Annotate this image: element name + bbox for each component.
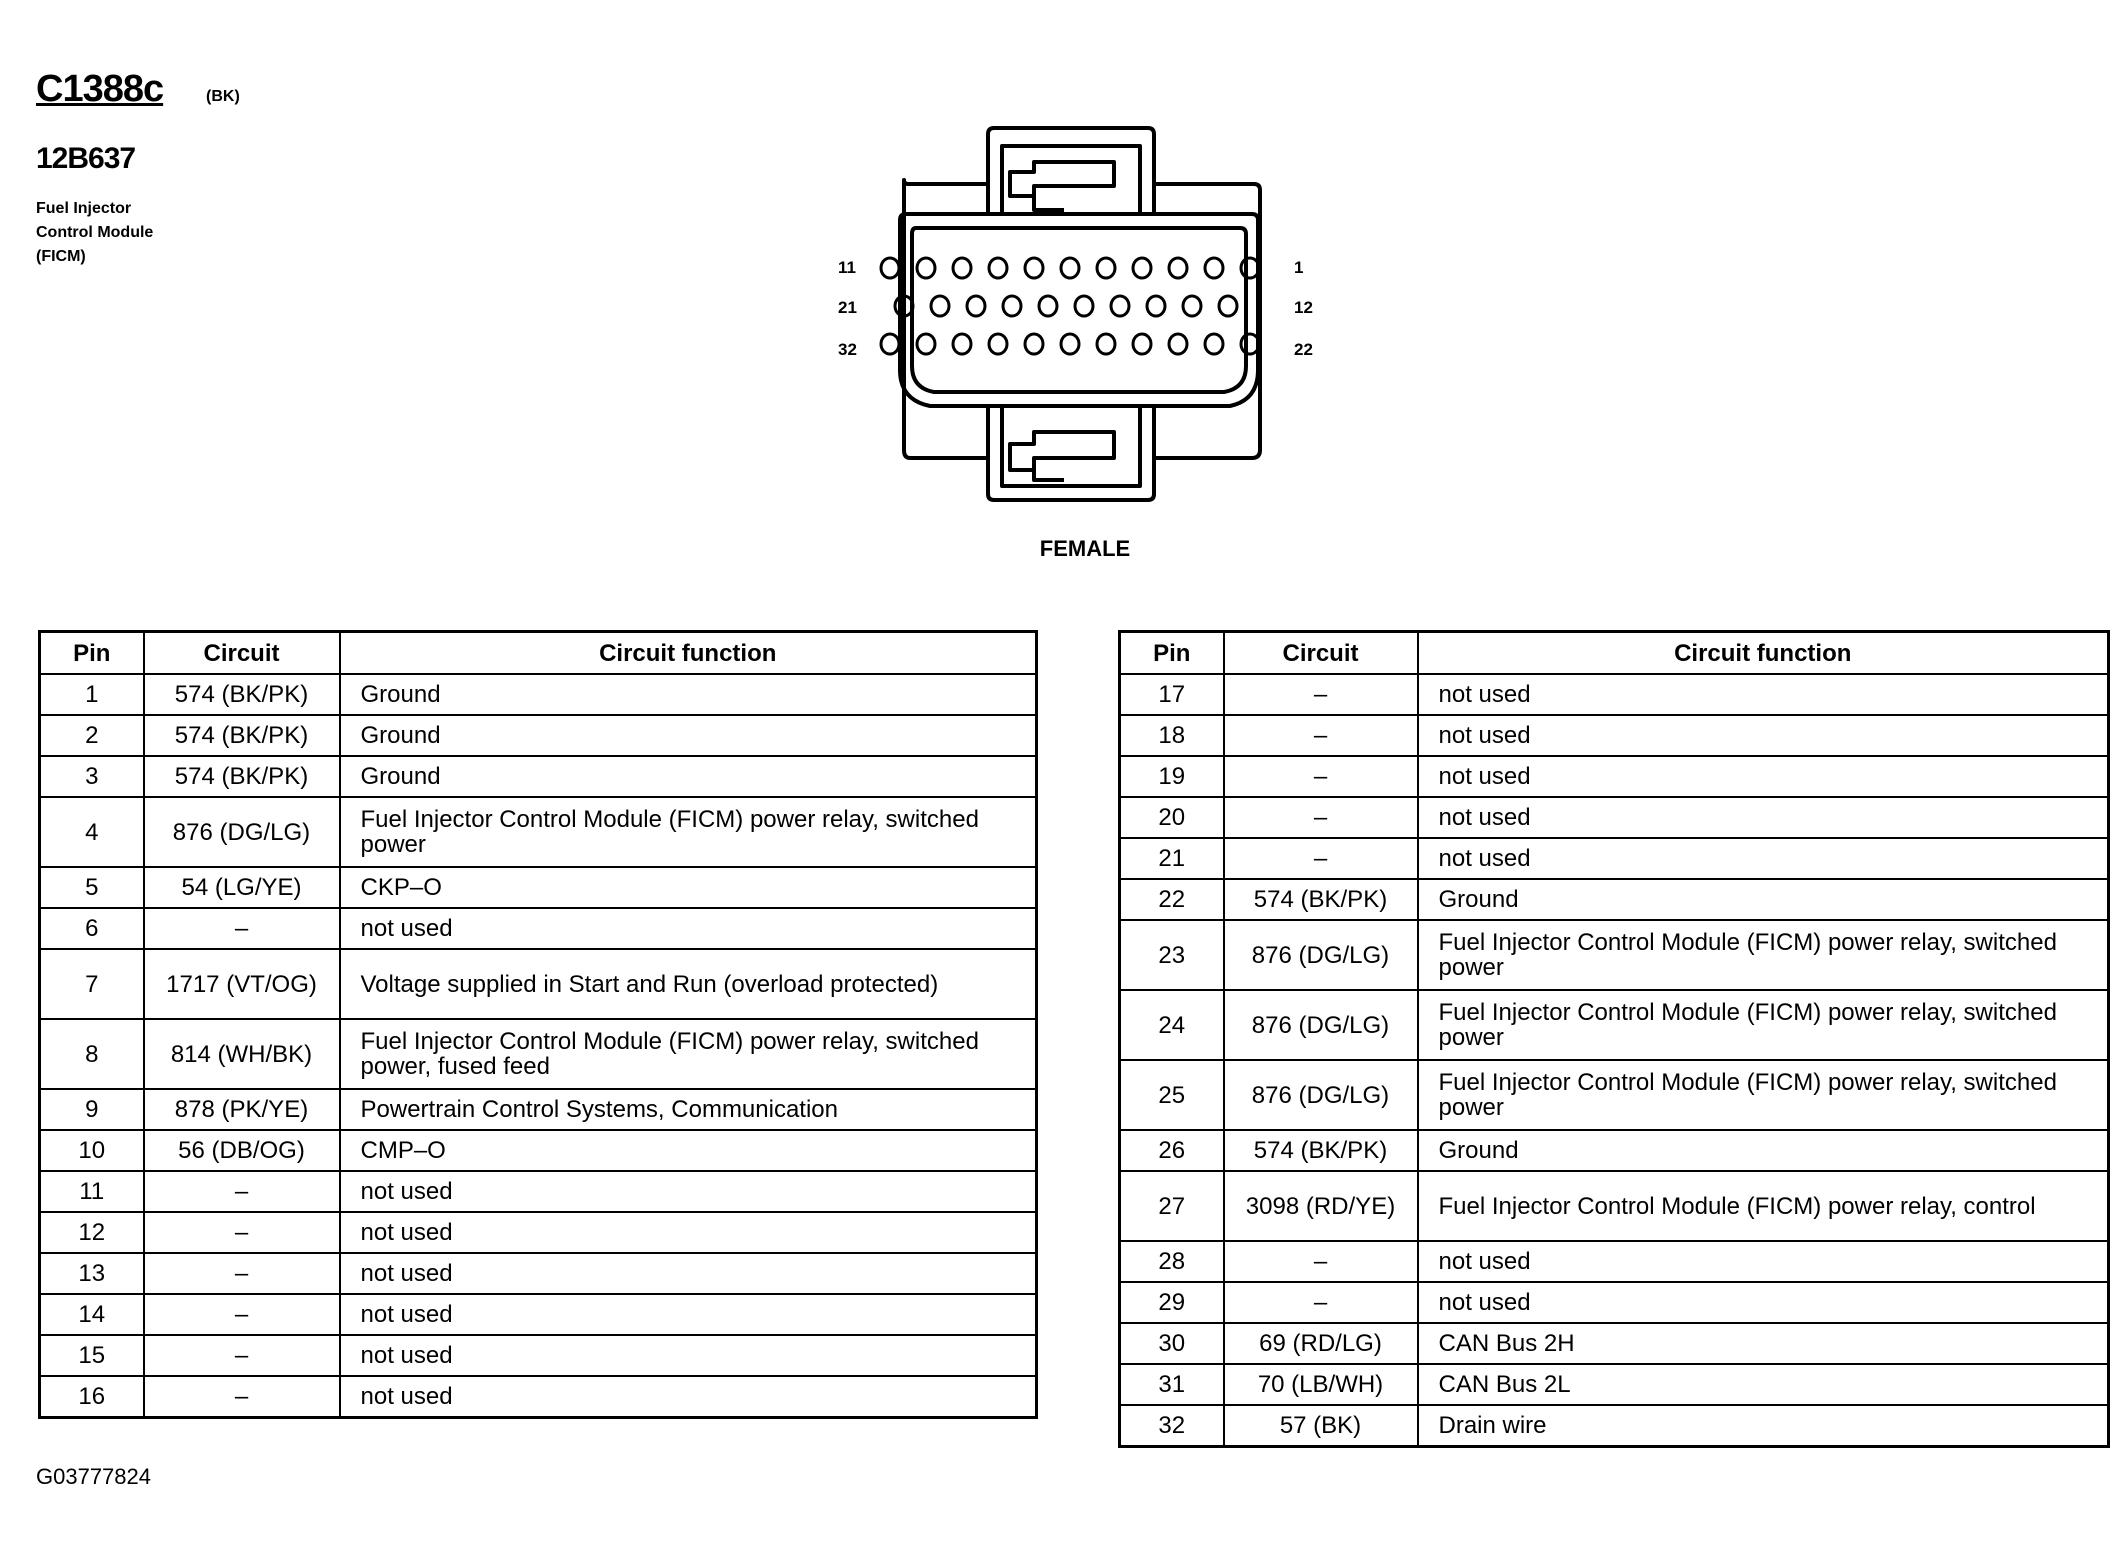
- connector-top-latch-lock: [1010, 162, 1114, 196]
- circuit-cell: –: [1224, 756, 1418, 797]
- pin-hole: [953, 334, 971, 354]
- table-row: [40, 1019, 1037, 1089]
- table-row: [1120, 674, 2109, 715]
- pin-cell: 24: [1120, 990, 1224, 1060]
- pin-table-right: [1118, 630, 2110, 1448]
- pin-hole: [1097, 334, 1115, 354]
- circuit-cell: –: [1224, 797, 1418, 838]
- pin-hole: [1061, 258, 1079, 278]
- pin-hole: [1097, 258, 1115, 278]
- table-row: [40, 1130, 1037, 1171]
- table-row: [40, 1335, 1037, 1376]
- table-row: [40, 1294, 1037, 1335]
- pin-cell: 8: [40, 1019, 144, 1089]
- header-pin: Pin: [1120, 632, 1224, 675]
- circuit-cell: –: [144, 1171, 340, 1212]
- table-row: [40, 908, 1037, 949]
- pin-table-left: [38, 630, 1038, 1419]
- pin-cell: 12: [40, 1212, 144, 1253]
- circuit-function-cell: not used: [1418, 715, 2109, 756]
- table-row: [1120, 1060, 2109, 1130]
- pin-hole: [1003, 296, 1021, 316]
- connector-top-latch-inner: [1002, 146, 1140, 214]
- pin-cell: 29: [1120, 1282, 1224, 1323]
- circuit-cell: –: [1224, 1282, 1418, 1323]
- pin-cell: 3: [40, 756, 144, 797]
- circuit-function-cell: Ground: [1418, 879, 2109, 920]
- pin-hole: [1133, 334, 1151, 354]
- circuit-function-cell: not used: [340, 908, 1037, 949]
- pin-hole: [1205, 258, 1223, 278]
- connector-color: (BK): [206, 88, 240, 105]
- part-number: 12B637: [36, 142, 136, 175]
- table-row: [40, 797, 1037, 867]
- table-row: [1120, 797, 2109, 838]
- table-row: [40, 1212, 1037, 1253]
- pin-label-row1-left: 11: [838, 258, 856, 277]
- circuit-cell: 3098 (RD/YE): [1224, 1171, 1418, 1241]
- header-circuit-function: Circuit function: [1418, 632, 2109, 675]
- circuit-cell: 70 (LB/WH): [1224, 1364, 1418, 1405]
- pin-hole: [1169, 334, 1187, 354]
- pin-hole: [881, 258, 899, 278]
- circuit-cell: –: [1224, 674, 1418, 715]
- connector-shroud: [904, 180, 1260, 458]
- circuit-function-cell: not used: [340, 1253, 1037, 1294]
- pin-cell: 23: [1120, 920, 1224, 990]
- circuit-function-cell: not used: [1418, 756, 2109, 797]
- pin-cell: 10: [40, 1130, 144, 1171]
- circuit-cell: 876 (DG/LG): [144, 797, 340, 867]
- circuit-function-cell: Fuel Injector Control Module (FICM) power relay, switched power: [1418, 920, 2109, 990]
- circuit-function-cell: not used: [340, 1294, 1037, 1335]
- circuit-cell: 574 (BK/PK): [144, 715, 340, 756]
- module-name-line: (FICM): [36, 248, 86, 265]
- circuit-function-cell: Voltage supplied in Start and Run (overload protected): [340, 949, 1037, 1019]
- circuit-cell: 574 (BK/PK): [144, 674, 340, 715]
- table-row: [1120, 1130, 2109, 1171]
- pin-cell: 14: [40, 1294, 144, 1335]
- pin-hole: [931, 296, 949, 316]
- pin-label-row1-right: 1: [1294, 258, 1304, 277]
- connector-id: C1388c: [36, 68, 164, 110]
- pin-hole: [917, 334, 935, 354]
- pin-cell: 30: [1120, 1323, 1224, 1364]
- pin-cell: 9: [40, 1089, 144, 1130]
- pin-cell: 21: [1120, 838, 1224, 879]
- circuit-function-cell: Powertrain Control Systems, Communication: [340, 1089, 1037, 1130]
- circuit-function-cell: not used: [340, 1171, 1037, 1212]
- pin-cell: 31: [1120, 1364, 1224, 1405]
- circuit-function-cell: Ground: [1418, 1130, 2109, 1171]
- circuit-cell: 876 (DG/LG): [1224, 1060, 1418, 1130]
- pin-label-row2-left: 21: [838, 298, 857, 317]
- connector-top-latch-clip: [1034, 196, 1064, 210]
- pin-hole: [1147, 296, 1165, 316]
- circuit-cell: –: [144, 1212, 340, 1253]
- pin-hole: [1075, 296, 1093, 316]
- pin-hole: [1183, 296, 1201, 316]
- circuit-cell: –: [144, 1253, 340, 1294]
- pin-cell: 18: [1120, 715, 1224, 756]
- pin-cell: 6: [40, 908, 144, 949]
- pin-hole: [1133, 258, 1151, 278]
- circuit-function-cell: Ground: [340, 715, 1037, 756]
- circuit-function-cell: Fuel Injector Control Module (FICM) power relay, switched power, fused feed: [340, 1019, 1037, 1089]
- pin-cell: 2: [40, 715, 144, 756]
- circuit-function-cell: not used: [340, 1376, 1037, 1417]
- circuit-function-cell: Ground: [340, 674, 1037, 715]
- table-row: [40, 715, 1037, 756]
- circuit-function-cell: Drain wire: [1418, 1405, 2109, 1446]
- pin-cell: 27: [1120, 1171, 1224, 1241]
- circuit-function-cell: not used: [1418, 1241, 2109, 1282]
- header-circuit: Circuit: [144, 632, 340, 675]
- circuit-function-cell: not used: [340, 1335, 1037, 1376]
- circuit-function-cell: not used: [1418, 797, 2109, 838]
- circuit-cell: 56 (DB/OG): [144, 1130, 340, 1171]
- pin-cell: 17: [1120, 674, 1224, 715]
- circuit-cell: 574 (BK/PK): [1224, 879, 1418, 920]
- module-name-line: Fuel Injector: [36, 200, 132, 217]
- pin-cell: 11: [40, 1171, 144, 1212]
- pin-hole: [989, 258, 1007, 278]
- circuit-cell: 54 (LG/YE): [144, 867, 340, 908]
- pin-hole: [1061, 334, 1079, 354]
- table-row: [40, 1376, 1037, 1417]
- table-row: [1120, 1323, 2109, 1364]
- table-row: [1120, 1405, 2109, 1446]
- circuit-cell: –: [1224, 715, 1418, 756]
- table-row: [40, 1089, 1037, 1130]
- table-row: [1120, 715, 2109, 756]
- table-row: [40, 756, 1037, 797]
- pin-cell: 19: [1120, 756, 1224, 797]
- pin-hole: [881, 334, 899, 354]
- pin-cell: 1: [40, 674, 144, 715]
- connector-face-drawing: [0, 0, 2121, 620]
- circuit-function-cell: Ground: [340, 756, 1037, 797]
- circuit-function-cell: not used: [340, 1212, 1037, 1253]
- pin-hole: [1039, 296, 1057, 316]
- circuit-cell: –: [144, 1294, 340, 1335]
- table-row: [1120, 879, 2109, 920]
- circuit-cell: –: [1224, 1241, 1418, 1282]
- pin-cell: 22: [1120, 879, 1224, 920]
- circuit-function-cell: Fuel Injector Control Module (FICM) power relay, control: [1418, 1171, 2109, 1241]
- circuit-function-cell: Fuel Injector Control Module (FICM) power relay, switched power: [340, 797, 1037, 867]
- table-header-row: [40, 632, 1037, 675]
- connector-body-inner: [912, 228, 1246, 392]
- circuit-cell: 878 (PK/YE): [144, 1089, 340, 1130]
- circuit-cell: –: [144, 1335, 340, 1376]
- pin-hole: [989, 334, 1007, 354]
- connector-bottom-latch-clip: [1034, 470, 1064, 480]
- circuit-cell: 1717 (VT/OG): [144, 949, 340, 1019]
- figure-code: G03777824: [36, 1464, 151, 1489]
- pin-cell: 26: [1120, 1130, 1224, 1171]
- circuit-function-cell: not used: [1418, 1282, 2109, 1323]
- table-row: [1120, 1364, 2109, 1405]
- table-row: [1120, 838, 2109, 879]
- table-header-row: [1120, 632, 2109, 675]
- pin-cell: 20: [1120, 797, 1224, 838]
- circuit-cell: 876 (DG/LG): [1224, 920, 1418, 990]
- table-row: [40, 674, 1037, 715]
- circuit-cell: 876 (DG/LG): [1224, 990, 1418, 1060]
- pin-hole: [1219, 296, 1237, 316]
- module-name-line: Control Module: [36, 224, 154, 241]
- circuit-cell: –: [144, 1376, 340, 1417]
- table-row: [1120, 990, 2109, 1060]
- table-row: [40, 1253, 1037, 1294]
- circuit-cell: 69 (RD/LG): [1224, 1323, 1418, 1364]
- table-row: [40, 1171, 1037, 1212]
- header-circuit: Circuit: [1224, 632, 1418, 675]
- pin-hole: [1025, 334, 1043, 354]
- pin-hole: [953, 258, 971, 278]
- connector-body: [900, 214, 1258, 406]
- pin-hole: [1205, 334, 1223, 354]
- connector-gender-label: FEMALE: [1039, 536, 1131, 561]
- circuit-cell: 574 (BK/PK): [144, 756, 340, 797]
- table-row: [40, 949, 1037, 1019]
- table-row: [40, 867, 1037, 908]
- pin-cell: 28: [1120, 1241, 1224, 1282]
- pin-cell: 32: [1120, 1405, 1224, 1446]
- pin-hole: [967, 296, 985, 316]
- pin-label-row3-right: 22: [1294, 340, 1313, 359]
- table-row: [1120, 1282, 2109, 1323]
- pin-cell: 7: [40, 949, 144, 1019]
- pin-cell: 25: [1120, 1060, 1224, 1130]
- pin-cell: 15: [40, 1335, 144, 1376]
- pin-hole: [1169, 258, 1187, 278]
- circuit-cell: 57 (BK): [1224, 1405, 1418, 1446]
- pin-hole: [917, 258, 935, 278]
- pin-cell: 16: [40, 1376, 144, 1417]
- circuit-function-cell: not used: [1418, 674, 2109, 715]
- pin-label-row2-right: 12: [1294, 298, 1313, 317]
- connector-bottom-latch-inner: [1002, 408, 1140, 486]
- connector-bottom-latch-lock: [1010, 432, 1114, 470]
- header-pin: Pin: [40, 632, 144, 675]
- circuit-function-cell: CMP–O: [340, 1130, 1037, 1171]
- circuit-function-cell: CAN Bus 2L: [1418, 1364, 2109, 1405]
- table-row: [1120, 756, 2109, 797]
- circuit-function-cell: CAN Bus 2H: [1418, 1323, 2109, 1364]
- table-row: [1120, 920, 2109, 990]
- pin-hole: [1111, 296, 1129, 316]
- pin-cell: 4: [40, 797, 144, 867]
- circuit-function-cell: Fuel Injector Control Module (FICM) power relay, switched power: [1418, 1060, 2109, 1130]
- table-row: [1120, 1171, 2109, 1241]
- pin-label-row3-left: 32: [838, 340, 857, 359]
- circuit-function-cell: Fuel Injector Control Module (FICM) power relay, switched power: [1418, 990, 2109, 1060]
- pin-hole: [1025, 258, 1043, 278]
- circuit-function-cell: not used: [1418, 838, 2109, 879]
- table-row: [1120, 1241, 2109, 1282]
- pin-cell: 5: [40, 867, 144, 908]
- circuit-cell: 814 (WH/BK): [144, 1019, 340, 1089]
- header-circuit-function: Circuit function: [340, 632, 1037, 675]
- circuit-cell: –: [144, 908, 340, 949]
- circuit-function-cell: CKP–O: [340, 867, 1037, 908]
- circuit-cell: –: [1224, 838, 1418, 879]
- circuit-cell: 574 (BK/PK): [1224, 1130, 1418, 1171]
- pin-cell: 13: [40, 1253, 144, 1294]
